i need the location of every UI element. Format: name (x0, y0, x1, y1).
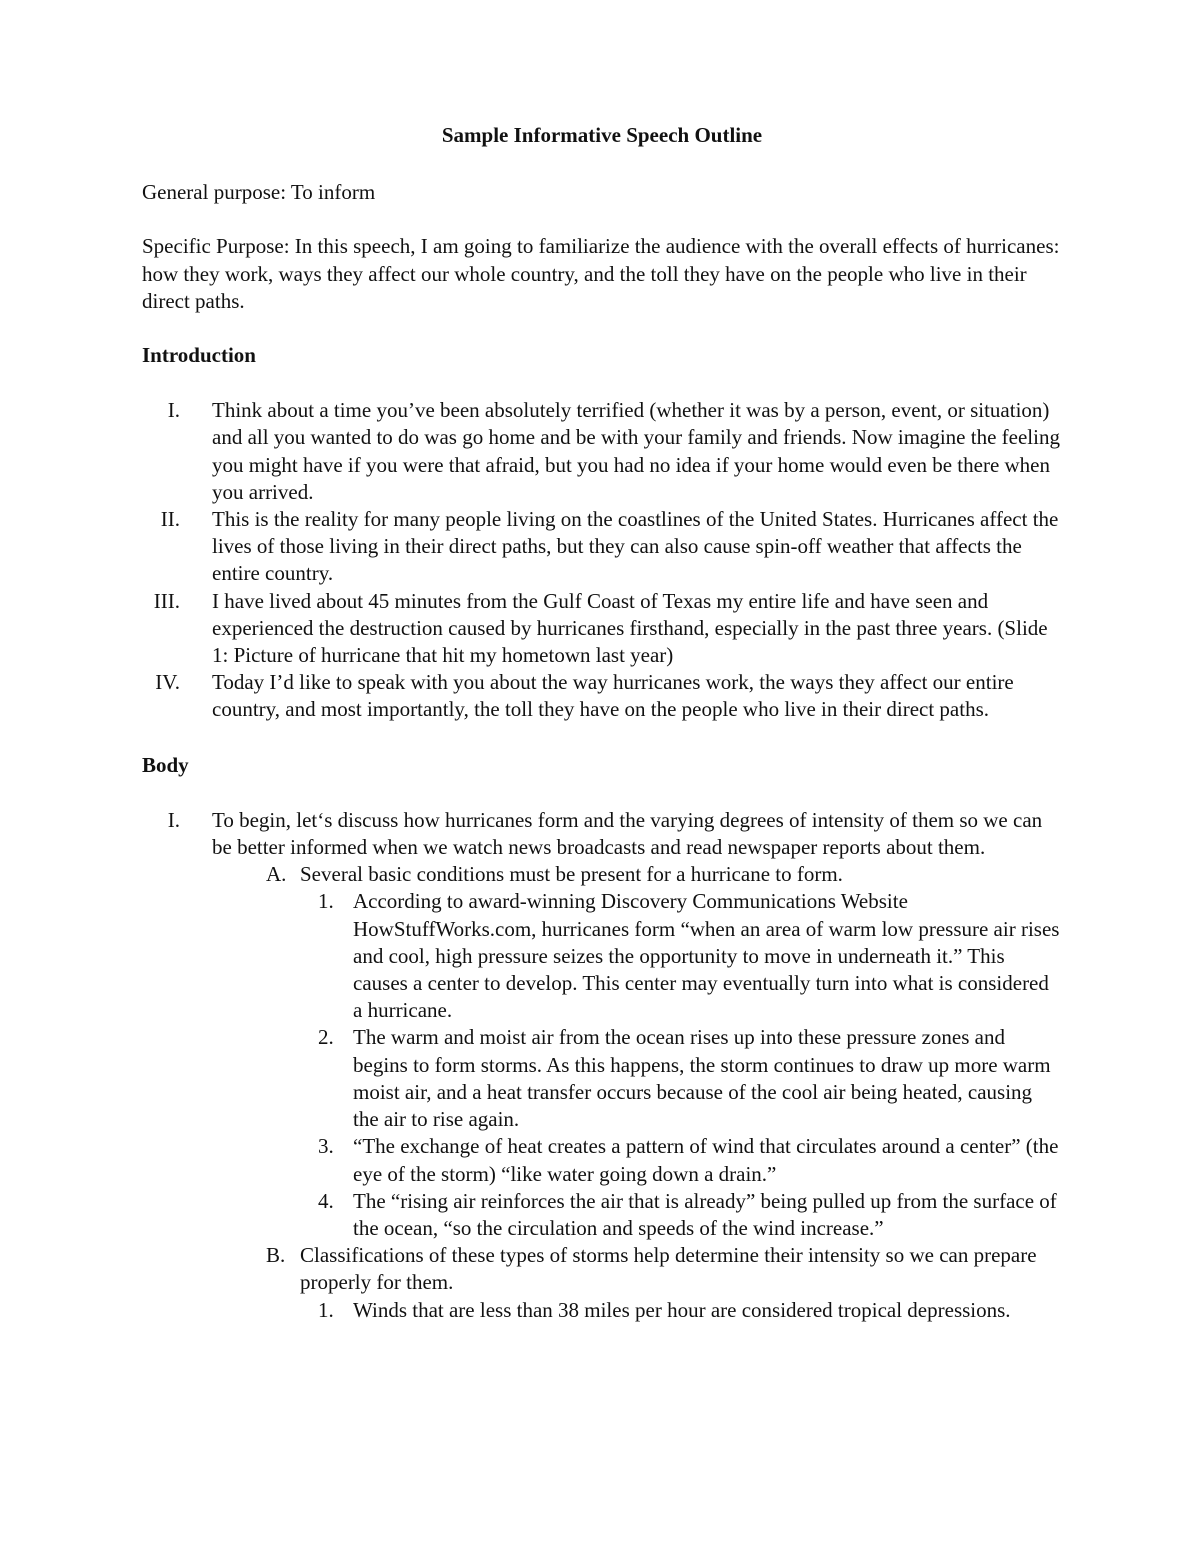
item-text: This is the reality for many people living on the coastlines of the United States. Hurricanes affect the lives of those living in their direct paths, but they can also cause spin-off weather that affects the entire country. (212, 507, 1059, 586)
page-title: Sample Informative Speech Outline (441, 123, 763, 147)
body-subpoint-b (142, 1242, 1062, 1296)
item-text: The warm and moist air from the ocean rises up into these pressure zones and begins to form storms. As this happens, the storm continues to draw up more warm moist air, and a heat transfer occurs because of the cool air being heated, causing the air to rise again. (353, 1025, 1051, 1132)
item-marker: B. (266, 1243, 286, 1268)
item-text: The “rising air reinforces the air that is already” being pulled up from the surface of the ocean, “so the circulation and speeds of the wind increase.” (353, 1188, 1057, 1240)
body-subpoint-a-item (142, 1133, 1062, 1187)
item-text: Think about a time you’ve been absolutely terrified (whether it was by a person, event, or situation) and all you wanted to do was go home and be with your family and friends. Now imagine the feeling you might have if you were that afraid, but you had no idea if your home would even be there when you arrived. (212, 398, 1060, 504)
body-subpoint-a-item (142, 888, 1062, 1024)
item-marker: 2. (318, 1025, 334, 1050)
item-marker: 1. (318, 889, 334, 914)
introduction-item (142, 397, 1062, 506)
item-text: “The exchange of heat creates a pattern of wind that circulates around a center” (the eye of the storm) “like water going down a drain.” (353, 1134, 1059, 1186)
item-marker: II. (160, 507, 180, 532)
introduction-item (142, 506, 1062, 588)
item-text: Winds that are less than 38 miles per hour are considered tropical depressions. (353, 1297, 1011, 1322)
item-text: To begin, let‘s discuss how hurricanes form and the varying degrees of intensity of them so we can be better informed when we watch news broadcasts and read newspaper reports about them. (212, 807, 1043, 860)
specific-purpose: Specific Purpose: In this speech, I am going to familiarize the audience with the overall effects of hurricanes: how they work, ways they affect our whole country, and the toll they have on the people who live in their direct paths. (142, 234, 1060, 313)
body-subpoint-a-item (142, 1188, 1062, 1242)
body-outline (142, 807, 1062, 1324)
body-main-point (142, 807, 1062, 861)
item-marker: IV. (155, 670, 180, 695)
item-marker: III. (153, 588, 180, 613)
item-text: Today I’d like to speak with you about the way hurricanes work, the ways they affect our entire country, and most importantly, the toll they have on the people who live in their direct paths. (212, 670, 1014, 722)
item-marker: 3. (318, 1134, 334, 1159)
item-marker: 4. (318, 1188, 334, 1213)
item-marker: I. (167, 807, 180, 832)
item-marker: A. (266, 862, 287, 887)
body-subpoint-b-item (142, 1297, 1062, 1324)
document-content (142, 122, 1062, 1324)
item-text: Several basic conditions must be present for a hurricane to form. (300, 862, 843, 887)
item-text: According to award-winning Discovery Communications Website HowStuffWorks.com, hurricanes form “when an area of warm low pressure air rises and cool, high pressure seizes the opportunity to move in underneath it.” This causes a center to develop. This center may eventually turn into what is considered a hurricane. (353, 889, 1060, 1023)
item-marker: I. (167, 398, 180, 423)
general-purpose: General purpose: To inform (142, 180, 376, 205)
item-text: I have lived about 45 minutes from the Gulf Coast of Texas my entire life and have seen and experienced the destruction caused by hurricanes firsthand, especially in the past three years. (Slide 1: Picture of hurricane that hit my hometown last year) (212, 588, 1048, 668)
item-text: Classifications of these types of storms help determine their intensity so we can prepare properly for them. (300, 1243, 1037, 1295)
section-spacer (142, 724, 1062, 752)
item-marker: 1. (318, 1297, 334, 1322)
introduction-list (142, 397, 1062, 723)
introduction-item (142, 588, 1062, 670)
introduction-heading: Introduction (142, 343, 256, 368)
body-subpoint-a-item (142, 1024, 1062, 1133)
introduction-item (142, 669, 1062, 723)
body-subpoint-a (142, 861, 1062, 888)
body-heading: Body (142, 752, 189, 777)
